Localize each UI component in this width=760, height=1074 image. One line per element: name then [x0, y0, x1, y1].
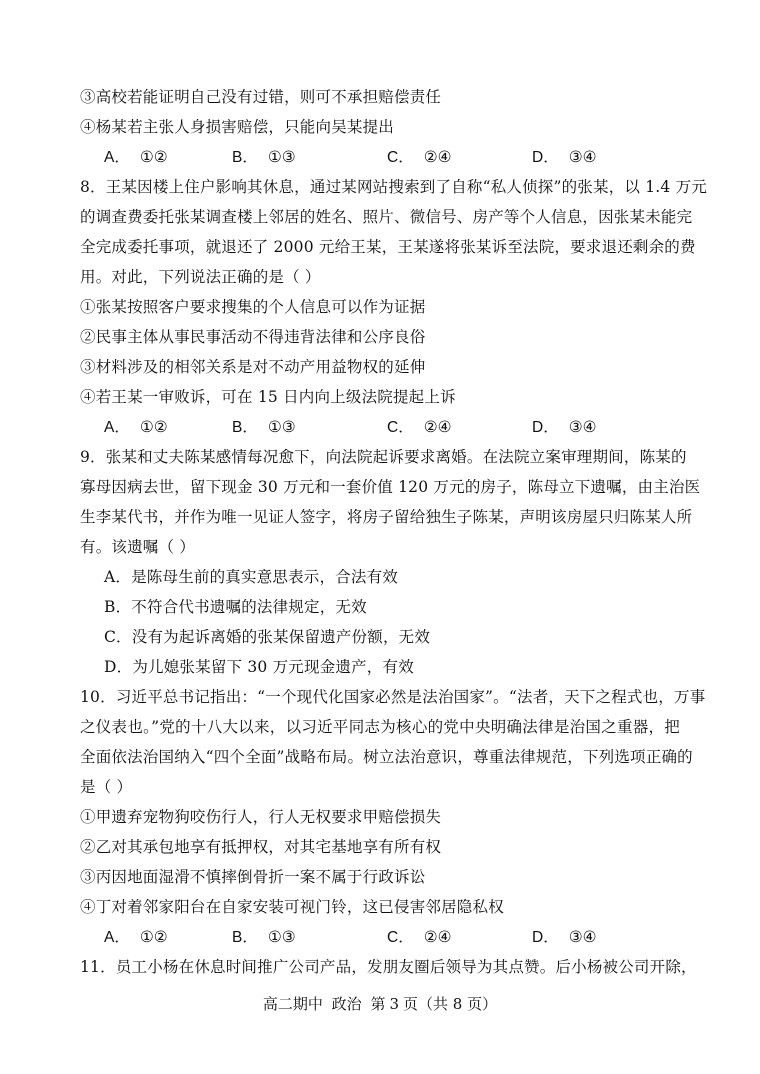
q8-statement-2: ②民事主体从事民事活动不得违背法律和公序良俗 [80, 328, 426, 346]
footer-page-suffix: 页（共 8 页） [403, 995, 498, 1013]
q10-statement-3: ③丙因地面湿滑不慎摔倒骨折一案不属于行政诉讼 [80, 868, 426, 886]
q9-stem-line-3: 生李某代书，并作为唯一见证人签字，将房子留给独生子陈某，声明该房屋只归陈某人所 [80, 508, 693, 526]
q10-stem-line-1: 10．习近平总书记指出：“一个现代化国家必然是法治国家”。“法者，天下之程式也，万事 [80, 688, 706, 706]
q7-option-a[interactable]: A． ①② [104, 148, 168, 166]
q7-option-c[interactable]: C． ②④ [387, 148, 452, 166]
q8-statement-4: ④若王某一审败诉，可在 15 日内向上级法院提起上诉 [80, 388, 456, 406]
q8-stem-line-4: 用。对此，下列说法正确的是（ ） [80, 268, 321, 286]
q9-stem-line-2: 寡母因病去世，留下现金 30 万元和一套价值 120 万元的房子，陈母立下遗嘱，由主治医 [80, 478, 701, 496]
q8-option-a[interactable]: A． ①② [104, 418, 168, 436]
q8-option-c[interactable]: C． ②④ [387, 418, 452, 436]
q8-statement-1: ①张某按照客户要求搜集的个人信息可以作为证据 [80, 298, 426, 316]
q9-choice-a[interactable]: A．是陈母生前的真实意思表示，合法有效 [104, 568, 398, 586]
q9-choice-c[interactable]: C．没有为起诉离婚的张某保留遗产份额，无效 [104, 628, 431, 646]
q11-stem-line-1: 11．员工小杨在休息时间推广公司产品，发朋友圈后领导为其点赞。后小杨被公司开除， [80, 958, 697, 976]
q9-choice-d[interactable]: D．为儿媳张某留下 30 万元现金遗产，有效 [104, 658, 414, 676]
q10-stem-line-2: 之仪表也。”党的十八大以来，以习近平同志为核心的党中央明确法律是治国之重器，把 [80, 718, 680, 736]
q8-option-b[interactable]: B． ①③ [232, 418, 296, 436]
q7-options [104, 146, 664, 168]
q8-statement-3: ③材料涉及的相邻关系是对不动产用益物权的延伸 [80, 358, 426, 376]
q8-stem-line-2: 的调查费委托张某调查楼上邻居的姓名、照片、微信号、房产等个人信息，因张某未能完 [80, 208, 693, 226]
q10-option-d[interactable]: D． ③④ [532, 928, 597, 946]
q10-statement-1: ①甲遗弃宠物狗咬伤行人，行人无权要求甲赔偿损失 [80, 808, 442, 826]
q10-option-b[interactable]: B． ①③ [232, 928, 296, 946]
q10-option-c[interactable]: C． ②④ [387, 928, 452, 946]
q10-option-a[interactable]: A． ①② [104, 928, 168, 946]
q8-stem-line-1: 8．王某因楼上住户影响其休息，通过某网站搜索到了自称“私人侦探”的张某，以 1.4 万元 [80, 178, 708, 196]
footer-exam: 高二期中 [262, 995, 323, 1013]
footer-page-prefix: 第 [370, 995, 386, 1013]
q7-option-b[interactable]: B． ①③ [232, 148, 296, 166]
q7-statement-4: ④杨某若主张人身损害赔偿，只能向吴某提出 [80, 118, 395, 136]
q9-stem-line-1: 9．张某和丈夫陈某感情每况愈下，向法院起诉要求离婚。在法院立案审理期间，陈某的 [80, 448, 687, 466]
q7-statement-3: ③高校若能证明自己没有过错，则可不承担赔偿责任 [80, 88, 442, 106]
page-footer [0, 993, 760, 1015]
q10-statement-4: ④丁对着邻家阳台在自家安装可视门铃，这已侵害邻居隐私权 [80, 898, 504, 916]
q10-stem-line-4: 是（ ） [80, 778, 133, 796]
q10-stem-line-3: 全面依法治国纳入“四个全面”战略布局。树立法治意识，尊重法律规范，下列选项正确的 [80, 748, 693, 766]
footer-page-number: 3 [389, 995, 400, 1013]
footer-subject: 政治 [331, 995, 362, 1013]
q10-options [104, 926, 664, 948]
q9-choice-b[interactable]: B．不符合代书遗嘱的法律规定，无效 [104, 598, 367, 616]
q7-option-d[interactable]: D． ③④ [532, 148, 597, 166]
q8-option-d[interactable]: D． ③④ [532, 418, 597, 436]
q10-statement-2: ②乙对其承包地享有抵押权，对其宅基地享有所有权 [80, 838, 442, 856]
q8-options [104, 416, 664, 438]
q9-stem-line-4: 有。该遗嘱（ ） [80, 538, 196, 556]
q8-stem-line-3: 全完成委托事项，就退还了 2000 元给王某，王某遂将张某诉至法院，要求退还剩余的费 [80, 238, 696, 256]
